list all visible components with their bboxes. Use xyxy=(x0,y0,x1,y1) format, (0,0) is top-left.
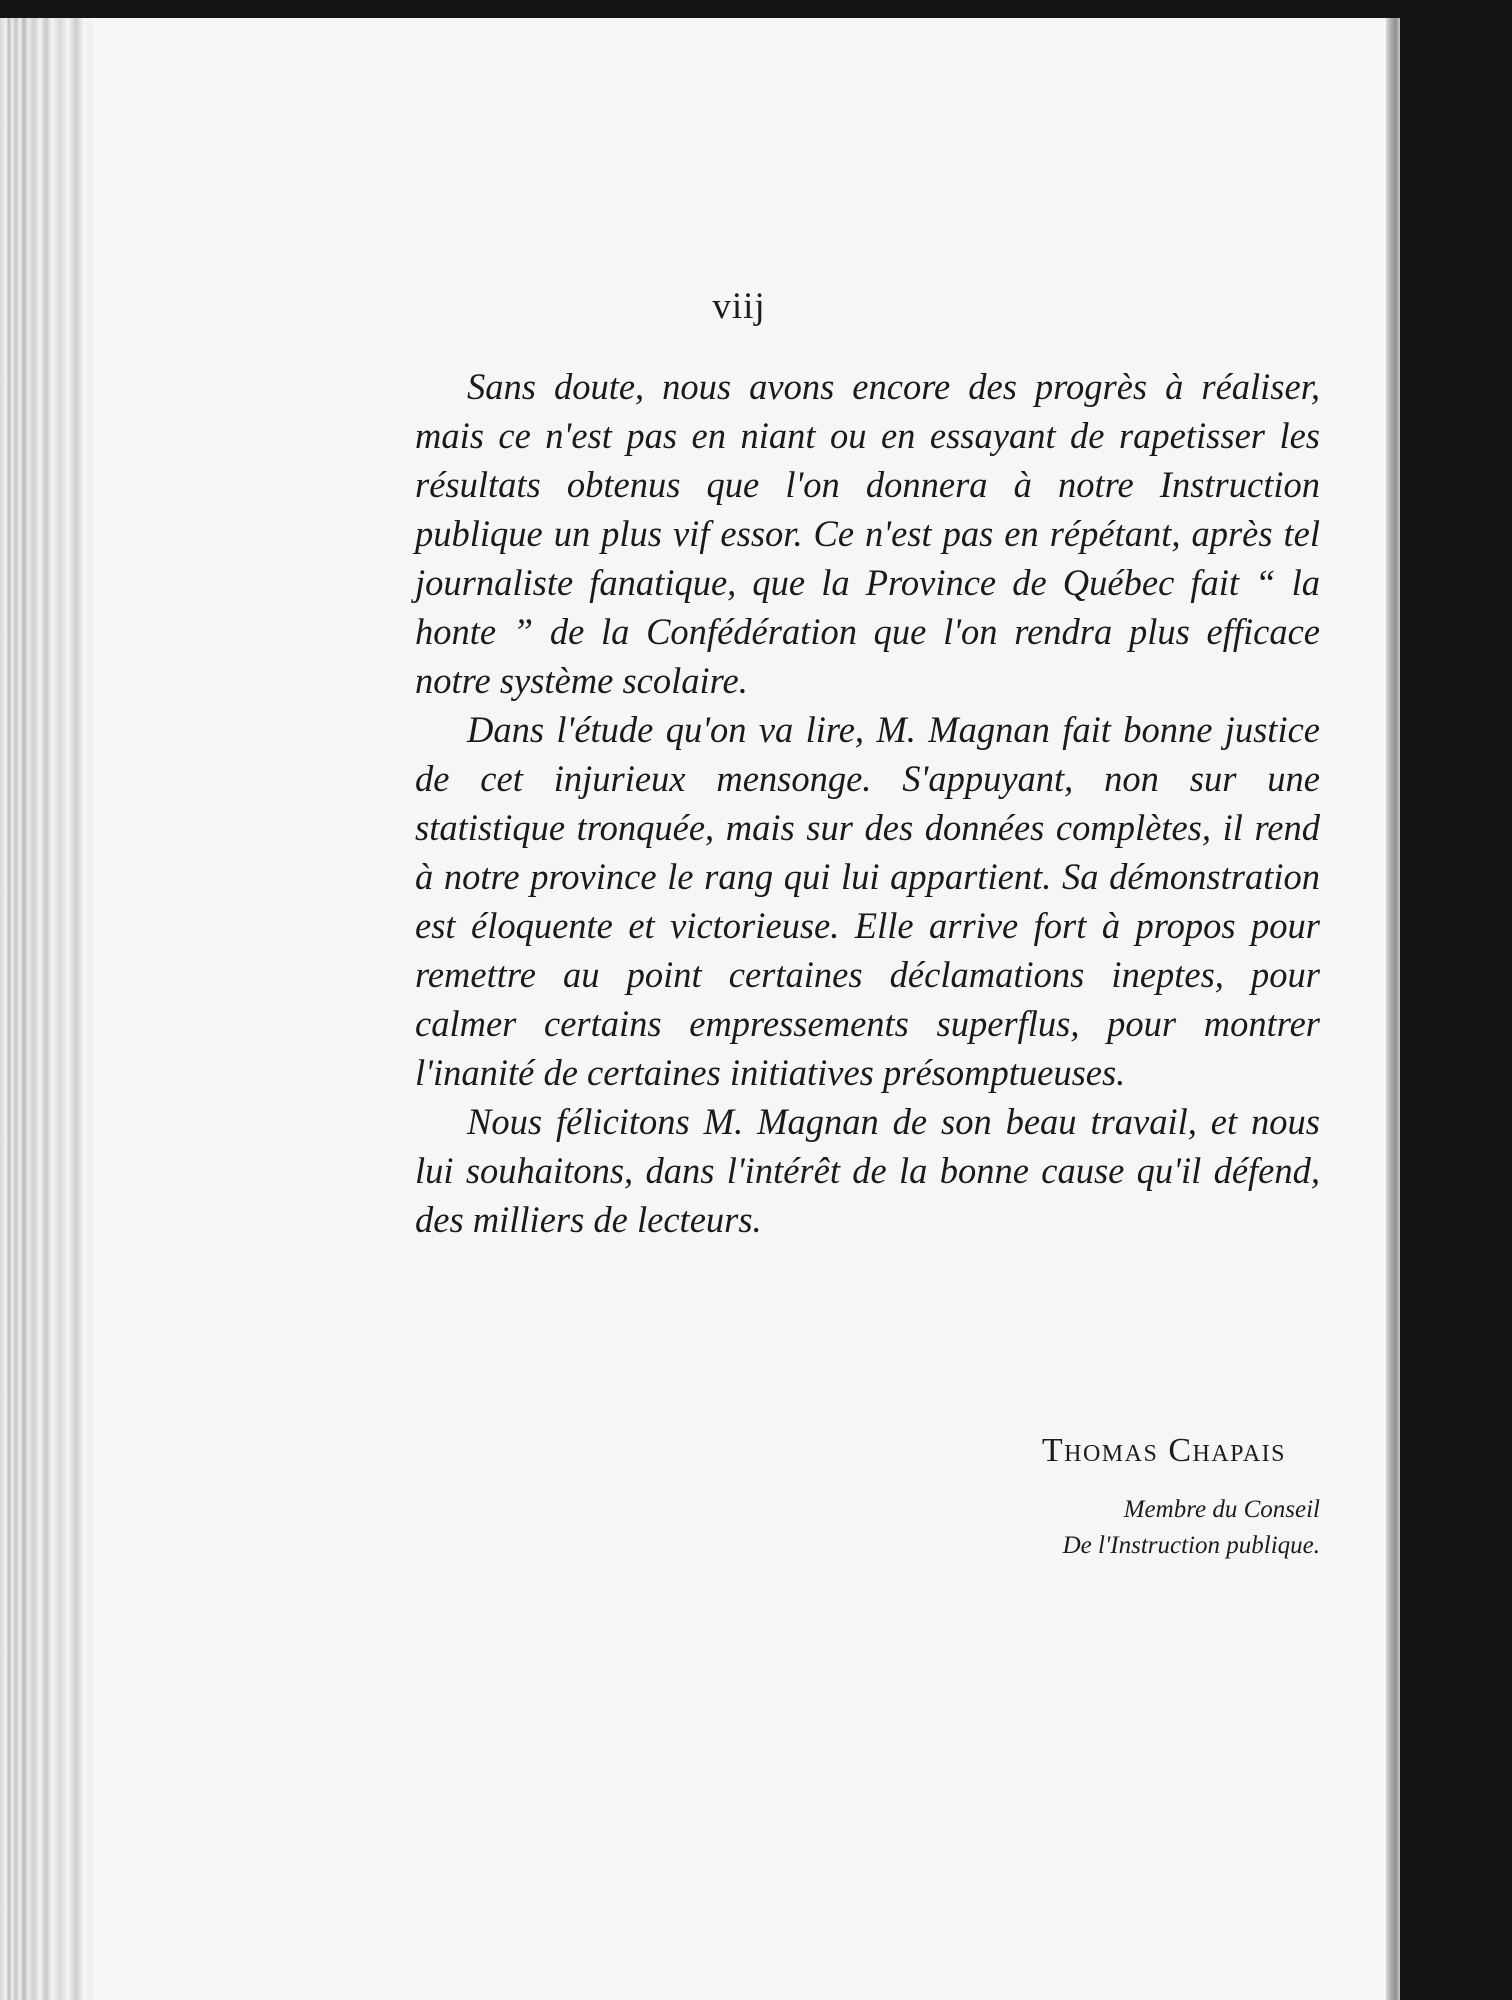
scan-top-border xyxy=(0,0,1512,18)
paragraph-1: Sans doute, nous avons encore des progrès à réaliser, mais ce n'est pas en niant ou en essayant de rapetisser les résultats obtenus que l'on donnera à notre Instruction publique un plus vif essor. Ce n'est pas en répétant, après tel journaliste fanatique, que la Province de Québec fait “ la honte ” de la Confédération que l'on rendra plus efficace notre système scolaire. xyxy=(415,366,1320,701)
stacked-page-edges xyxy=(0,0,92,2000)
page-number: viij xyxy=(712,286,766,327)
author-title-line-1: Membre du Conseil xyxy=(1123,1496,1320,1523)
signature-block xyxy=(792,1432,1320,1564)
paragraph-2: Dans l'étude qu'on va lire, M. Magnan fait bonne justice de cet injurieux mensonge. S'appuyant, non sur une statistique tronquée, mais sur des données complètes, il rend à notre province le rang qui lui appartient. Sa démonstration est éloquente et victorieuse. Elle arrive fort à propos pour remettre au point certaines déclamations ineptes, pour calmer certains empressements superflus, pour montrer l'inanité de certaines initiatives présomptueuses. xyxy=(415,709,1320,1093)
paragraph-3: Nous félicitons M. Magnan de son beau travail, et nous lui souhaitons, dans l'intérêt de la bonne cause qu'il défend, des milliers de lecteurs. xyxy=(415,1101,1320,1240)
body-text xyxy=(415,362,1320,1244)
page-sheet xyxy=(92,0,1386,2000)
book-spine-shadow xyxy=(1386,0,1400,2000)
author-title-line-2: De l'Instruction publique. xyxy=(1062,1532,1320,1559)
author-name: Thomas Chapais xyxy=(1041,1432,1286,1469)
